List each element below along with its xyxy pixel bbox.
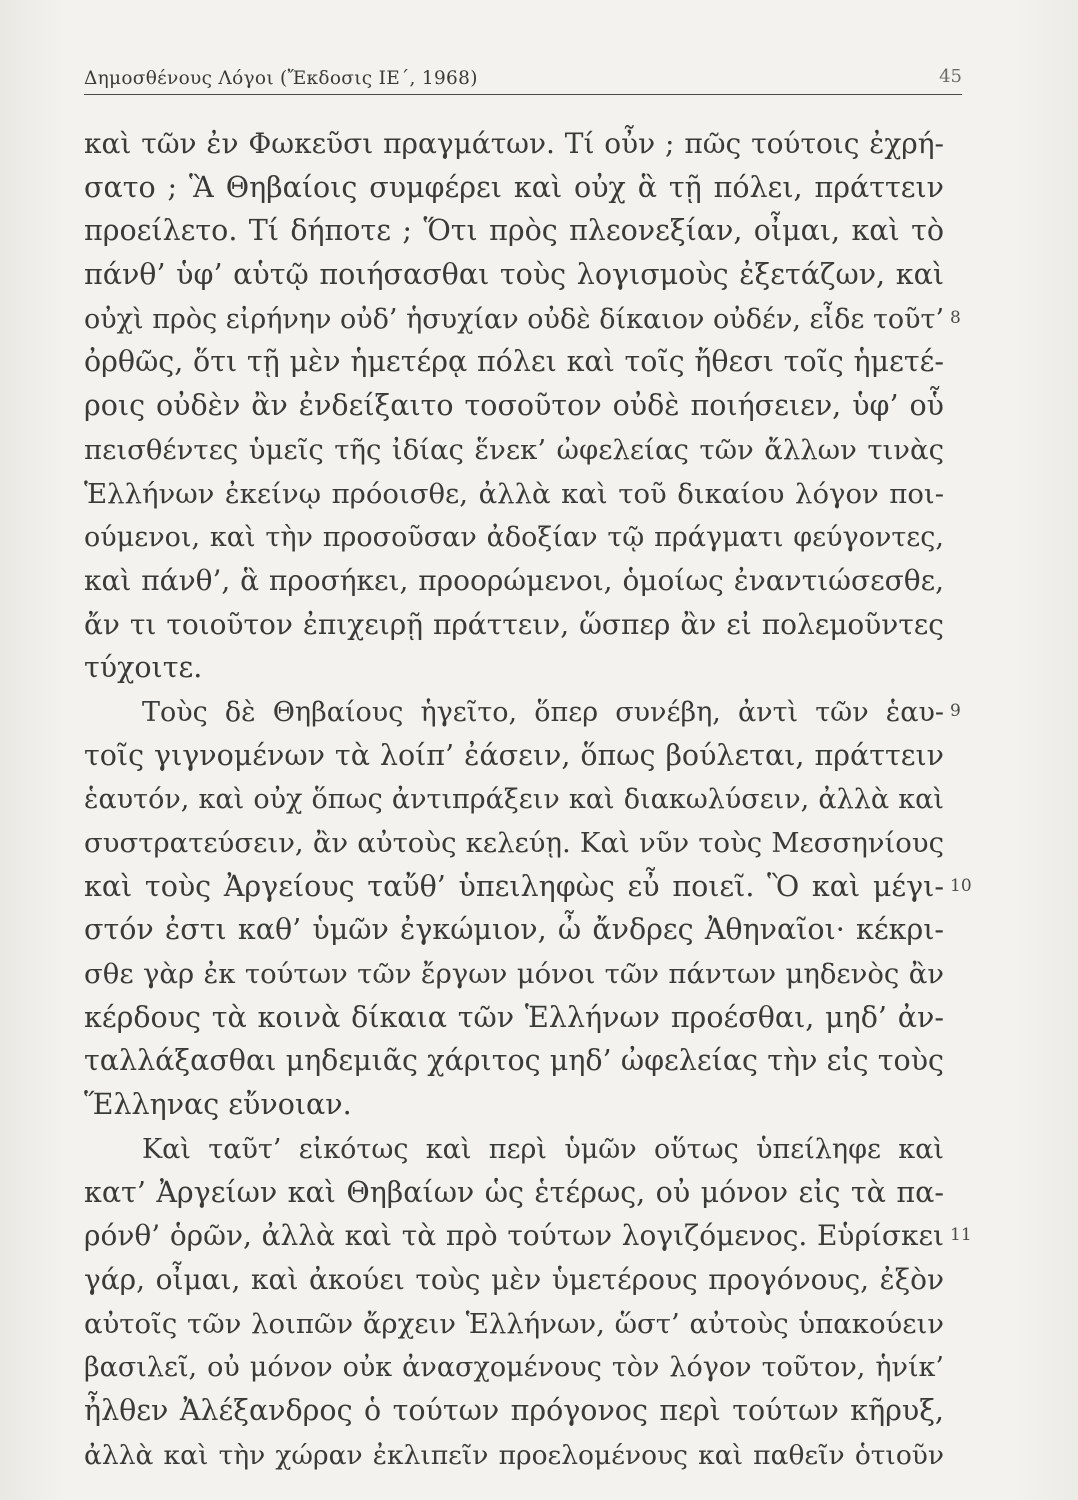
text-line: Καὶ ταῦτ’ εἰκότως καὶ περὶ ὑμῶν οὕτως ὑπείληφε καὶ xyxy=(142,1133,944,1165)
text-line: καὶ τῶν ἐν Φωκεῦσι πραγμάτων. Τί οὖν ; πῶς τούτοις ἐχρή- xyxy=(84,127,944,160)
text-line: καὶ πάνθ’, ἃ προσήκει, προορώμενοι, ὁμοίως ἐναντιώσεσθε, xyxy=(84,563,944,597)
text-line: ἄν τι τοιοῦτον ἐπιχειρῇ πράττειν, ὥσπερ ἂν εἰ πολεμοῦντες xyxy=(84,607,944,641)
running-header xyxy=(84,66,962,96)
text-line: συστρατεύσειν, ἂν αὐτοὺς κελεύῃ. Καὶ νῦν τοὺς Μεσσηνίους xyxy=(84,827,944,859)
text-line: Ἕλληνας εὔνοιαν. xyxy=(84,1088,352,1122)
body-text xyxy=(84,122,972,1476)
text-line: Ἑλλήνων ἐκείνῳ πρόοισθε, ἀλλὰ καὶ τοῦ δικαίου λόγον ποι- xyxy=(84,477,944,510)
text-line: Τοὺς δὲ Θηβαίους ἡγεῖτο, ὅπερ συνέβη, ἀντὶ τῶν ἑαυ- 9 xyxy=(84,690,964,734)
running-title: Δημοσθένους Λόγοι (Ἔκδοσις ΙΕ΄, 1968) xyxy=(84,68,478,89)
text-line: ροις οὐδὲν ἂν ἐνδείξαιτο τοσοῦτον οὐδὲ ποιήσειεν, ὑφ’ οὗ xyxy=(84,389,944,423)
text-line: προείλετο. Τί δήποτε ; Ὅτι πρὸς πλεονεξίαν, οἶμαι, καὶ τὸ xyxy=(84,214,944,248)
text-line: κατ’ Ἀργείων καὶ Θηβαίων ὡς ἑτέρως, οὐ μόνον εἰς τὰ πα- xyxy=(84,1175,944,1209)
text-line: γάρ, οἶμαι, καὶ ἀκούει τοὺς μὲν ὑμετέρους προγόνους, ἐξὸν xyxy=(84,1262,944,1296)
text-line: τύχοιτε. xyxy=(84,651,203,685)
section-number: 10 xyxy=(950,875,972,896)
text-line: καὶ τοὺς Ἀργείους ταὔθ’ ὑπειληφὼς εὖ ποιεῖ. Ὃ καὶ μέγι- 10 xyxy=(84,865,964,909)
text-line: ἑαυτόν, καὶ οὐχ ὅπως ἀντιπράξειν καὶ διακωλύσειν, ἀλλὰ καὶ xyxy=(84,784,944,816)
text-line: ρόνθ’ ὁρῶν, ἀλλὰ καὶ τὰ πρὸ τούτων λογιζόμενος. Εὑρίσκει 11 xyxy=(84,1214,964,1258)
text-line: κέρδους τὰ κοινὰ δίκαια τῶν Ἑλλήνων προέσθαι, μηδ’ ἀν- xyxy=(84,1000,944,1034)
text-line: σατο ; Ἃ Θηβαίοις συμφέρει καὶ οὐχ ἃ τῇ πόλει, πράττειν xyxy=(84,170,944,204)
text-line: σθε γὰρ ἐκ τούτων τῶν ἔργων μόνοι τῶν πάντων μηδενὸς ἂν xyxy=(84,958,944,991)
text-line: ταλλάξασθαι μηδεμιᾶς χάριτος μηδ’ ὠφελείας τὴν εἰς τοὺς xyxy=(84,1044,944,1078)
text-line: στόν ἐστι καθ’ ὑμῶν ἐγκώμιον, ὦ ἄνδρες Ἀθηναῖοι· κέκρι- xyxy=(84,913,944,947)
section-number: 9 xyxy=(950,700,961,721)
header-rule xyxy=(84,94,962,95)
text-line: ὀρθῶς, ὅτι τῇ μὲν ἡμετέρᾳ πόλει καὶ τοῖς ἤθεσι τοῖς ἡμετέ- xyxy=(84,345,944,379)
text-line: ἀλλὰ καὶ τὴν χώραν ἐκλιπεῖν προελομένους καὶ παθεῖν ὁτιοῦν xyxy=(84,1439,944,1471)
text-line: τοῖς γιγνομένων τὰ λοίπ’ ἐάσειν, ὅπως βούλεται, πράττειν xyxy=(84,738,944,772)
text-line: ἦλθεν Ἀλέξανδρος ὁ τούτων πρόγονος περὶ τούτων κῆρυξ, xyxy=(84,1393,944,1427)
text-line: αὐτοῖς τῶν λοιπῶν ἄρχειν Ἑλλήνων, ὥστ’ αὐτοὺς ὑπακούειν xyxy=(84,1307,944,1340)
text-line: βασιλεῖ, οὐ μόνον οὐκ ἀνασχομένους τὸν λόγον τοῦτον, ἡνίκ’ xyxy=(84,1352,944,1384)
text-line: πεισθέντες ὑμεῖς τῆς ἰδίας ἕνεκ’ ὠφελείας τῶν ἄλλων τινὰς xyxy=(84,433,944,466)
text-line: ούμενοι, καὶ τὴν προσοῦσαν ἀδοξίαν τῷ πράγματι φεύγοντες, xyxy=(84,522,944,554)
page-number: 45 xyxy=(939,66,962,87)
text-line: πάνθ’ ὑφ’ αὑτῷ ποιήσασθαι τοὺς λογισμοὺς ἐξετάζων, καὶ xyxy=(84,258,944,292)
section-number: 8 xyxy=(950,307,961,328)
text-line: οὐχὶ πρὸς εἰρήνην οὐδ’ ἡσυχίαν οὐδὲ δίκαιον οὐδέν, εἶδε τοῦτ’ 8 xyxy=(84,297,964,341)
section-number: 11 xyxy=(950,1225,972,1246)
